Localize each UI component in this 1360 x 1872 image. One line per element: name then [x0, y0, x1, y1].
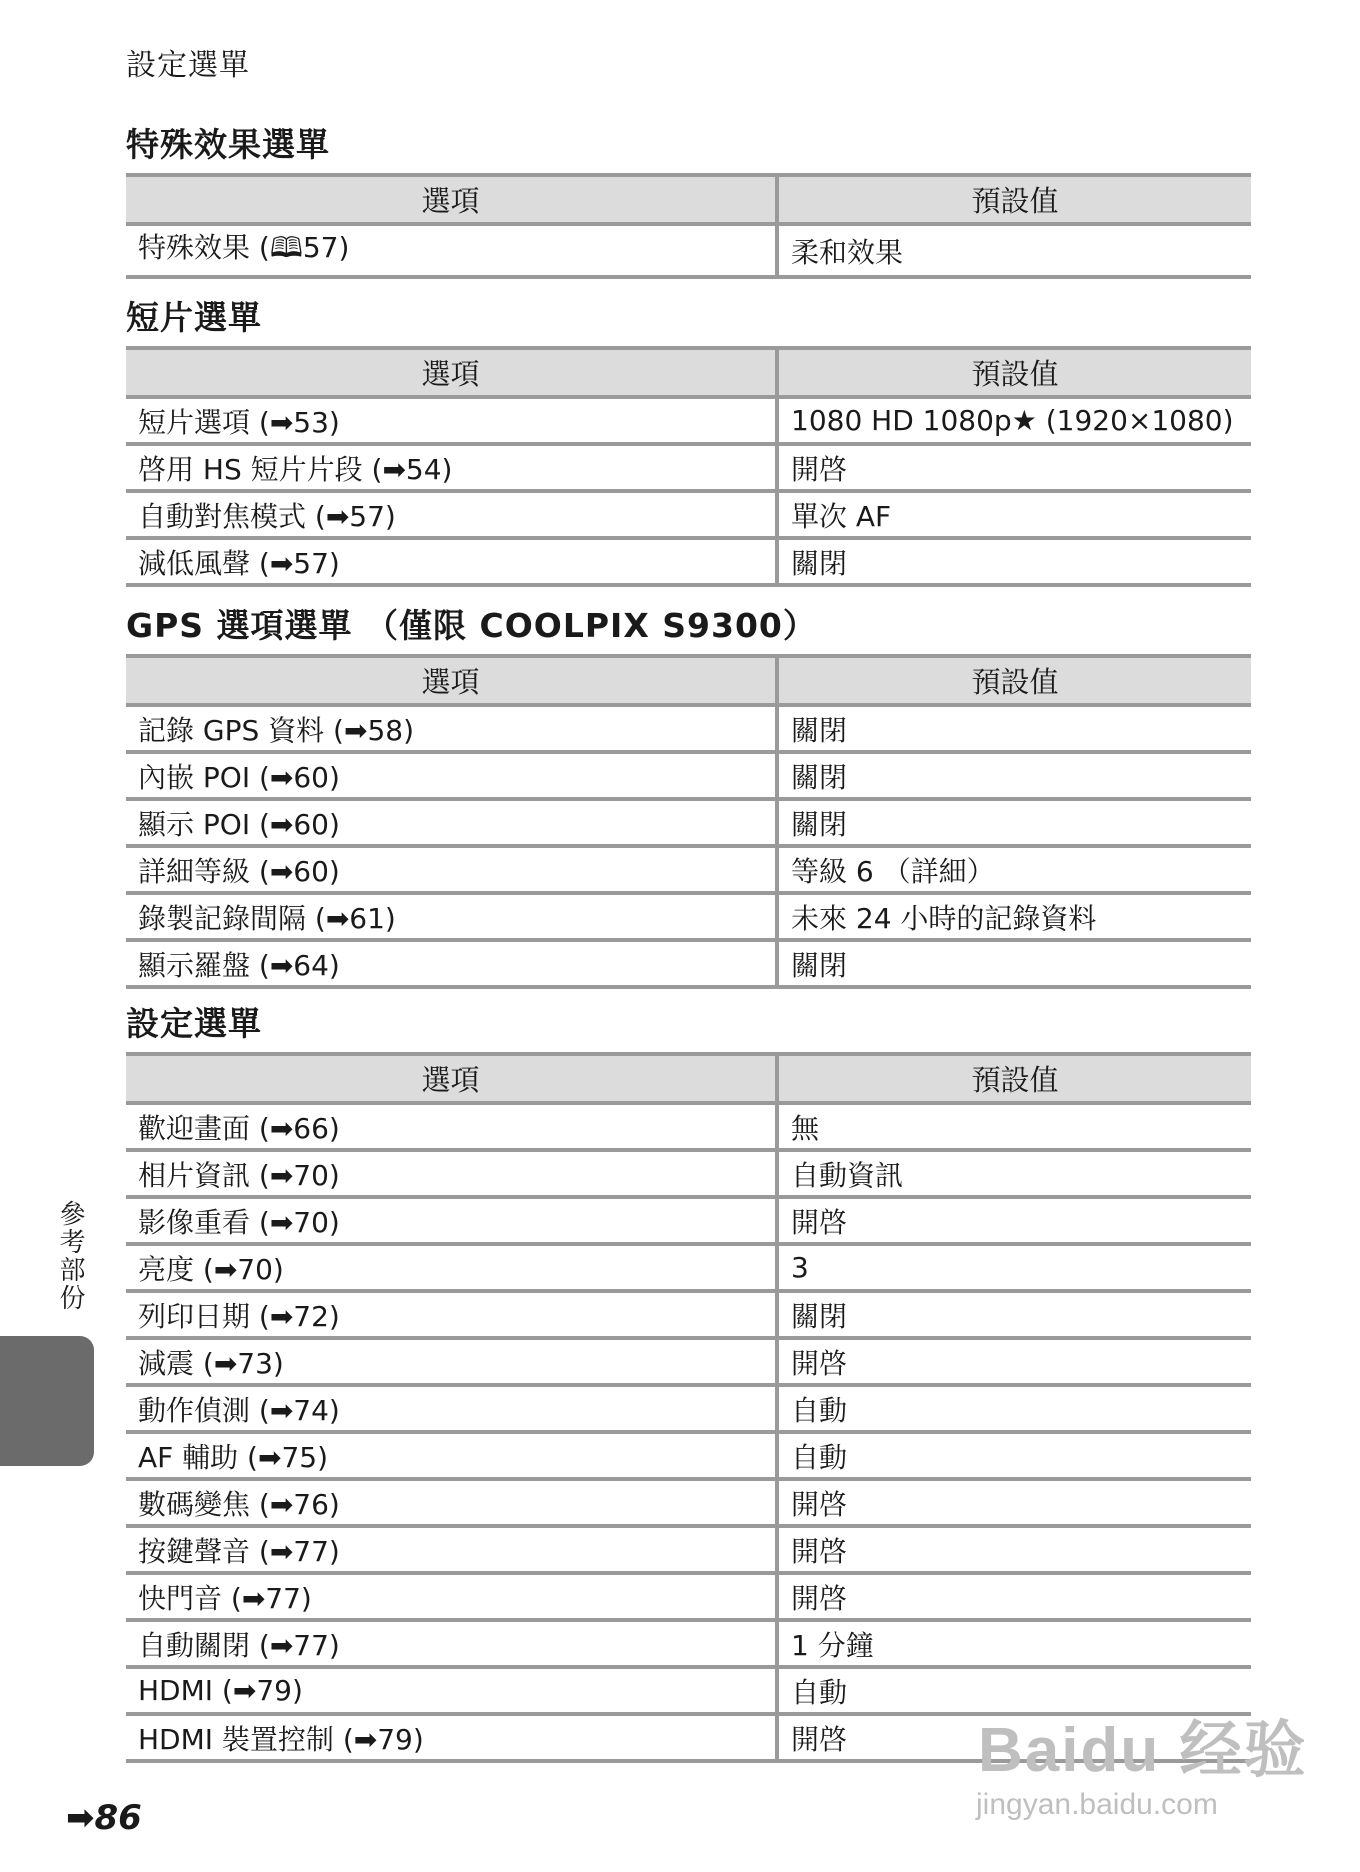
section-movie: [126, 290, 1251, 587]
option-cell: 自動對焦模式 (➡57): [126, 491, 777, 538]
table-row: [126, 397, 1251, 444]
option-cell: AF 輔助 (➡75): [126, 1432, 777, 1479]
option-cell: 記錄 GPS 資料 (➡58): [126, 705, 777, 752]
section-title: 短片選單: [126, 298, 262, 337]
option-cell: 快門音 (➡77): [126, 1573, 777, 1620]
default-cell: 關閉: [777, 752, 1251, 799]
table-row: [126, 1479, 1251, 1526]
default-cell: 自動資訊: [777, 1150, 1251, 1197]
default-cell: 開啓: [777, 1479, 1251, 1526]
option-cell: 詳細等級 (➡60): [126, 846, 777, 893]
column-header-default: 預設值: [777, 348, 1251, 397]
page-number: ➡86: [66, 1798, 142, 1838]
option-cell: 歡迎畫面 (➡66): [126, 1103, 777, 1150]
default-cell: 單次 AF: [777, 491, 1251, 538]
default-cell: 關閉: [777, 705, 1251, 752]
settings-table: [126, 173, 1251, 279]
option-cell: 按鍵聲音 (➡77): [126, 1526, 777, 1573]
table-row: [126, 1150, 1251, 1197]
option-cell: 減低風聲 (➡57): [126, 538, 777, 585]
default-cell: 未來 24 小時的記錄資料: [777, 893, 1251, 940]
watermark-logo: Baidu 经验: [978, 1716, 1308, 1785]
table-row: [126, 1103, 1251, 1150]
section-title: 設定選單: [126, 1004, 262, 1043]
default-cell: 1080 HD 1080p★ (1920×1080): [777, 397, 1251, 444]
table-header-row: [126, 175, 1251, 224]
option-cell: 啓用 HS 短片片段 (➡54): [126, 444, 777, 491]
table-row: [126, 1338, 1251, 1385]
default-cell: 自動: [777, 1385, 1251, 1432]
watermark-url: jingyan.baidu.com: [976, 1788, 1218, 1821]
option-cell: 減震 (➡73): [126, 1338, 777, 1385]
table-row: [126, 893, 1251, 940]
section-title: GPS 選項選單 （僅限 COOLPIX S9300）: [126, 606, 817, 645]
table-row: [126, 491, 1251, 538]
table-row: [126, 1573, 1251, 1620]
option-cell: 亮度 (➡70): [126, 1244, 777, 1291]
default-cell: 1 分鐘: [777, 1620, 1251, 1667]
default-cell: 柔和效果: [777, 224, 1251, 277]
settings-table: [126, 654, 1251, 989]
table-row: [126, 1385, 1251, 1432]
option-cell: 顯示羅盤 (➡64): [126, 940, 777, 987]
page-header: 設定選單: [126, 48, 250, 83]
section-gps-options: [126, 598, 1251, 989]
default-cell: 關閉: [777, 940, 1251, 987]
column-header-option: 選項: [126, 656, 777, 705]
option-cell: 顯示 POI (➡60): [126, 799, 777, 846]
table-header-row: [126, 348, 1251, 397]
column-header-default: 預設值: [777, 1054, 1251, 1103]
table-row: [126, 1197, 1251, 1244]
table-row: [126, 538, 1251, 585]
section-special-effects: [126, 117, 1251, 279]
option-cell: 短片選項 (➡53): [126, 397, 777, 444]
default-cell: 開啓: [777, 444, 1251, 491]
settings-table: [126, 346, 1251, 587]
default-cell: 關閉: [777, 799, 1251, 846]
option-cell: 特殊效果 (🕮57): [126, 224, 777, 277]
table-header-row: [126, 1054, 1251, 1103]
side-tab-label: 參考部份: [55, 1200, 85, 1312]
default-cell: 開啓: [777, 1714, 1251, 1761]
option-cell: 相片資訊 (➡70): [126, 1150, 777, 1197]
default-cell: 開啓: [777, 1526, 1251, 1573]
option-cell: HDMI 裝置控制 (➡79): [126, 1714, 777, 1761]
default-cell: 開啓: [777, 1197, 1251, 1244]
default-cell: 自動: [777, 1432, 1251, 1479]
table-row: [126, 444, 1251, 491]
column-header-default: 預設值: [777, 656, 1251, 705]
table-row: [126, 224, 1251, 277]
table-row: [126, 799, 1251, 846]
table-row: [126, 940, 1251, 987]
default-cell: 無: [777, 1103, 1251, 1150]
option-cell: 自動關閉 (➡77): [126, 1620, 777, 1667]
table-row: [126, 1620, 1251, 1667]
table-row: [126, 1291, 1251, 1338]
column-header-option: 選項: [126, 175, 777, 224]
option-cell: 內嵌 POI (➡60): [126, 752, 777, 799]
table-row: [126, 1432, 1251, 1479]
section-setup: [126, 996, 1251, 1763]
default-cell: 3: [777, 1244, 1251, 1291]
table-row: [126, 752, 1251, 799]
watermark: [968, 1700, 1308, 1830]
default-cell: 等級 6 （詳細）: [777, 846, 1251, 893]
default-cell: 關閉: [777, 538, 1251, 585]
table-row: [126, 1244, 1251, 1291]
column-header-default: 預設值: [777, 175, 1251, 224]
side-tab-marker: [0, 1336, 94, 1466]
table-row: [126, 846, 1251, 893]
default-cell: 關閉: [777, 1291, 1251, 1338]
table-row: [126, 705, 1251, 752]
table-header-row: [126, 656, 1251, 705]
option-cell: 錄製記錄間隔 (➡61): [126, 893, 777, 940]
option-cell: 影像重看 (➡70): [126, 1197, 777, 1244]
section-title: 特殊效果選單: [126, 125, 330, 164]
column-header-option: 選項: [126, 1054, 777, 1103]
option-cell: 列印日期 (➡72): [126, 1291, 777, 1338]
option-cell: 動作偵測 (➡74): [126, 1385, 777, 1432]
default-cell: 開啓: [777, 1338, 1251, 1385]
column-header-option: 選項: [126, 348, 777, 397]
default-cell: 自動: [777, 1667, 1251, 1714]
default-cell: 開啓: [777, 1573, 1251, 1620]
option-cell: HDMI (➡79): [126, 1667, 777, 1714]
table-row: [126, 1526, 1251, 1573]
settings-table: [126, 1052, 1251, 1763]
option-cell: 數碼變焦 (➡76): [126, 1479, 777, 1526]
